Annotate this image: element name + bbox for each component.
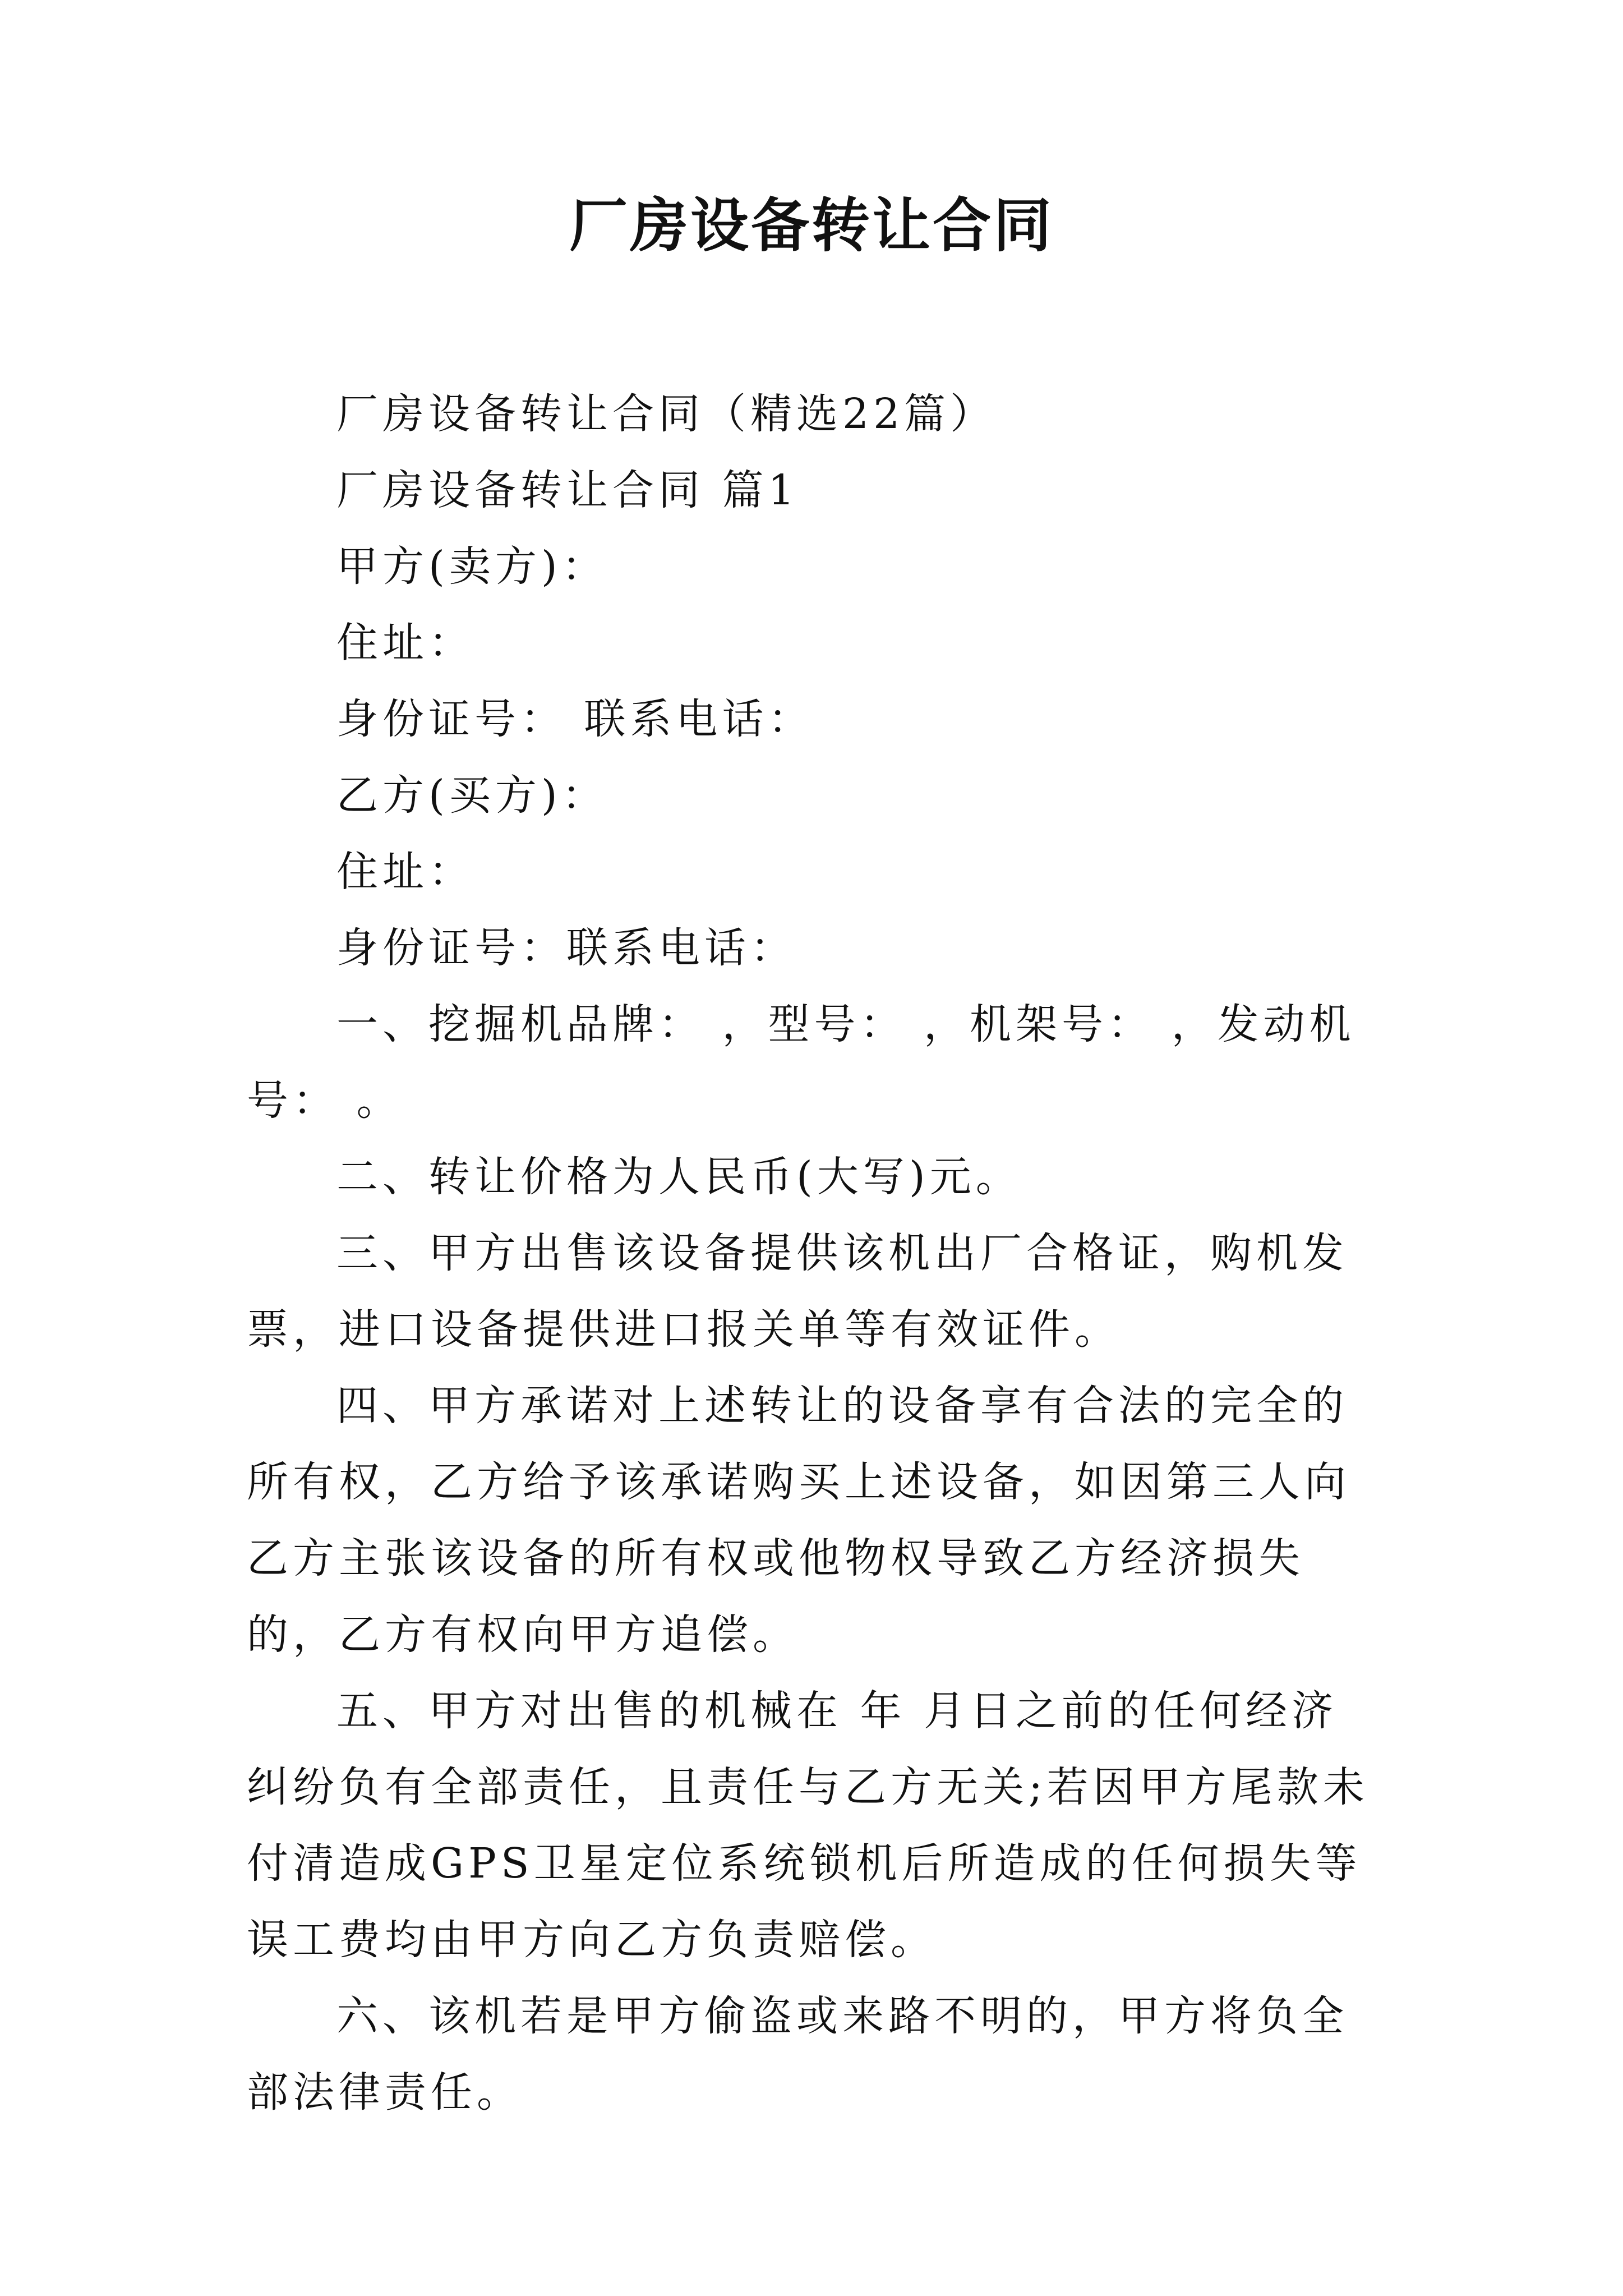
paragraph-clause-5: 五、甲方对出售的机械在 年 月日之前的任何经济纠纷负有全部责任，且责任与乙方无关;若因甲方尾款未付清造成GPS卫星定位系统锁机后所造成的任何损失等误工费均由甲方向乙方负责赔偿。 [247,1687,1369,1964]
paragraph-clause-4: 四、甲方承诺对上述转让的设备享有合法的完全的所有权，乙方给予该承诺购买上述设备，如因第三人向乙方主张该设备的所有权或他物权导致乙方经济损失的，乙方有权向甲方追偿。 [247,1382,1350,1659]
paragraph-clause-3: 三、甲方出售该设备提供该机出厂合格证，购机发票，进口设备提供进口报关单等有效证件。 [247,1229,1348,1354]
paragraph-party-a: 甲方(卖方)： [336,542,608,591]
paragraph-party-b-address: 住址： [336,848,474,896]
paragraph-party-b-id: 身份证号：联系电话： [336,924,796,972]
document-title: 厂房设备转让合同 [569,191,1054,260]
paragraph-party-b: 乙方(买方)： [336,771,608,820]
paragraph-party-a-address: 住址： [336,619,474,667]
paragraph-clause-1: 一、挖掘机品牌： ，型号： ，机架号： ，发动机号： 。 [247,1000,1355,1125]
paragraph-party-a-id: 身份证号： 联系电话： [336,695,814,743]
paragraph-clause-6: 六、该机若是甲方偷盗或来路不明的，甲方将负全部法律责任。 [247,1992,1348,2116]
document-body [247,376,1380,2131]
paragraph-collection-title: 厂房设备转让合同（精选22篇） [336,390,997,438]
paragraph-clause-2: 二、转让价格为人民币(大写)元。 [336,1153,1022,1201]
paragraph-section-heading: 厂房设备转让合同 篇1 [336,466,799,514]
